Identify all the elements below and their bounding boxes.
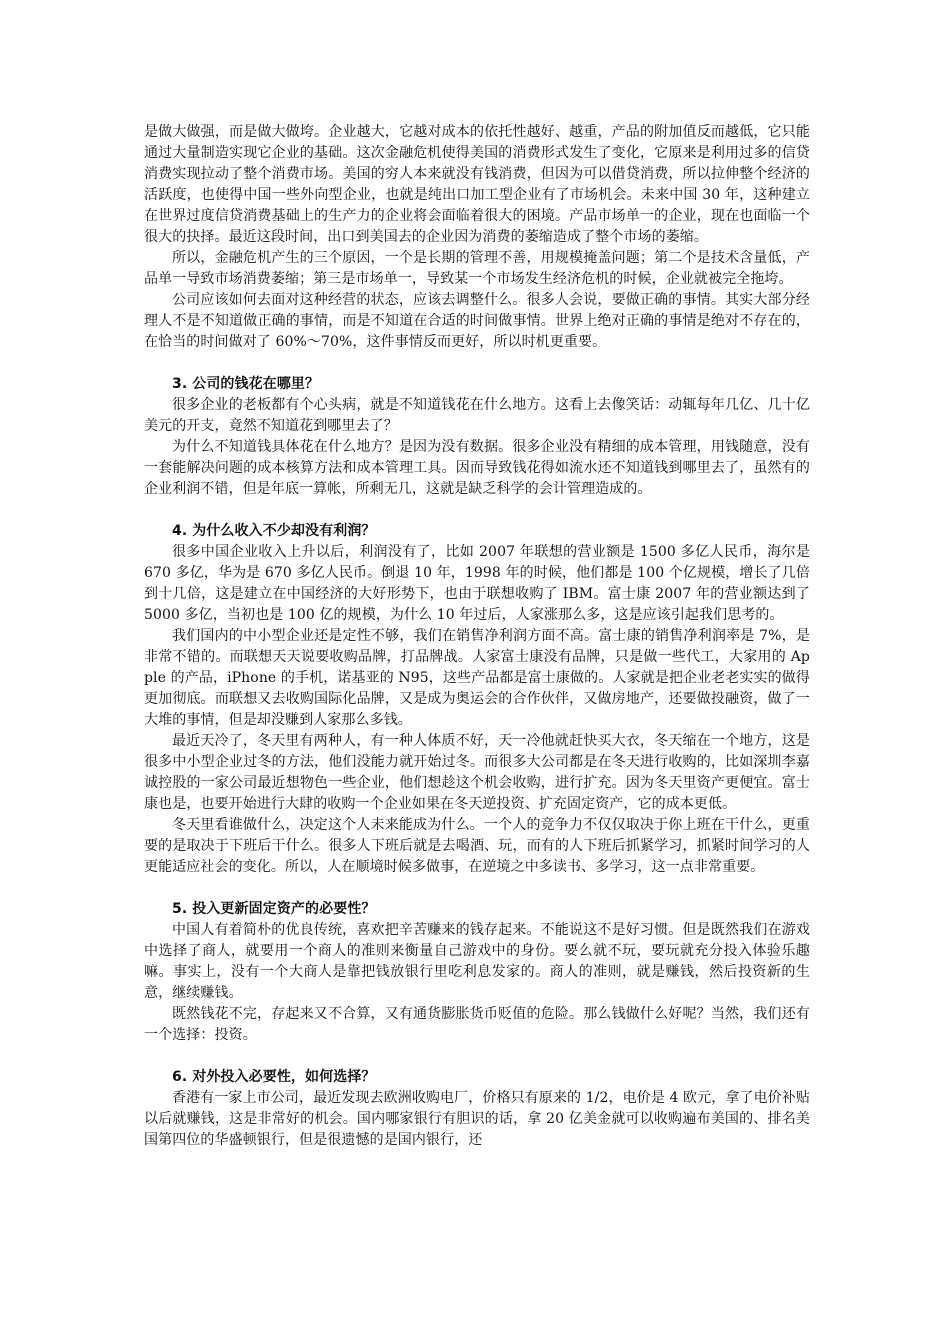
section-heading: 6. 对外投入必要性，如何选择？: [172, 1069, 376, 1085]
section-paragraph: 冬天里看谁做什么，决定这个人未来能成为什么。一个人的竞争力不仅仅取决于你上班在干什么，更重要的是取决于下班后干什么。很多人下班后就是去喝酒、玩，而有的人下班后抓紧学习，抓紧时间学习的人更能适应社会的变化。所以，人在顺境时候多做事，在逆境之中多读书、多学习，这一点非常重要。: [144, 817, 810, 875]
section-paragraph: 我们国内的中小型企业还是定性不够，我们在销售净利润方面不高。富士康的销售净利润率是 7%，是非常不错的。而联想天天说要收购品牌，打品牌战。人家富士康没有品牌，只是做一些代工，大家用的 Apple 的产品，iPhone 的手机，诺基亚的 N95，这些产品都是富士康做的。人家就是把企业老老实实的做得更加彻底。而联想又去收购国际化品牌，又是成为奥运会的合作伙伴，又做房地产，还要做投融资，做了一大堆的事情，但是却没赚到人家那么多钱。: [144, 628, 810, 728]
intro-paragraph: 所以，金融危机产生的三个原因，一个是长期的管理不善，用规模掩盖问题；第二个是技术含量低，产品单一导致市场消费萎缩；第三是市场单一，导致某一个市场发生经济危机的时候，企业就被完全拖垮。: [144, 250, 810, 287]
section-paragraph: 很多企业的老板都有个心头病，就是不知道钱花在什么地方。这看上去像笑话：动辄每年几亿、几十亿美元的开支，竟然不知道花到哪里去了？: [144, 397, 810, 434]
document-body: [144, 122, 810, 1151]
intro-paragraph: 公司应该如何去面对这种经营的状态，应该去调整什么。很多人会说，要做正确的事情。其实大部分经理人不是不知道做正确的事情，而是不知道在合适的时间做事情。世界上绝对正确的事情是绝对不存在的，在恰当的时间做对了 60%～70%，这件事情反而更好，所以时机更重要。: [144, 292, 810, 350]
intro-paragraph: 是做大做强，而是做大做垮。企业越大，它越对成本的依托性越好、越重，产品的附加值反而越低，它只能通过大量制造实现它企业的基础。这次金融危机使得美国的消费形式发生了变化，它原来是利用过多的信贷消费实现拉动了整个消费市场。美国的穷人本来就没有钱消费，但因为可以借贷消费，所以拉伸整个经济的活跃度，也使得中国一些外向型企业，也就是纯出口加工型企业有了市场机会。未来中国 30 年，这种建立在世界过度信贷消费基础上的生产力的企业将会面临着很大的困境。产品市场单一的企业，现在也面临一个很大的抉择。最近这段时间，出口到美国去的企业因为消费的萎缩造成了整个市场的萎缩。: [144, 124, 810, 245]
section-paragraph: 很多中国企业收入上升以后，利润没有了，比如 2007 年联想的营业额是 1500 多亿人民币，海尔是 670 多亿，华为是 670 多亿人民币。倒退 10 年，1998 年的时候，他们都是 100 个亿规模，增长了几倍到十几倍，这是建立在中国经济的大好形势下，也由于联想收购了 IBM。富士康 2007 年的营业额达到了 5000 多亿，当初也是 100 亿的规模，为什么 10 年过后，人家涨那么多，这是应该引起我们思考的。: [144, 544, 810, 623]
section-6: [144, 1067, 810, 1151]
section-4: [144, 521, 810, 878]
section-paragraph: 中国人有着简朴的优良传统，喜欢把辛苦赚来的钱存起来。不能说这不是好习惯。但是既然我们在游戏中选择了商人，就要用一个商人的准则来衡量自己游戏中的身份。要么就不玩，要玩就充分投入体验乐趣嘛。事实上，没有一个大商人是靠把钱放银行里吃利息发家的。商人的准则，就是赚钱，然后投资新的生意，继续赚钱。: [144, 922, 810, 1001]
section-paragraph: 为什么不知道钱具体花在什么地方？是因为没有数据。很多企业没有精细的成本管理，用钱随意，没有一套能解决问题的成本核算方法和成本管理工具。因而导致钱花得如流水还不知道钱到哪里去了，虽然有的企业利润不错，但是年底一算帐，所剩无几，这就是缺乏科学的会计管理造成的。: [144, 439, 810, 497]
section-heading: 4. 为什么收入不少却没有利润？: [172, 523, 376, 539]
section-paragraph: 香港有一家上市公司，最近发现去欧洲收购电厂，价格只有原来的 1/2，电价是 4 欧元，拿了电价补贴以后就赚钱，这是非常好的机会。国内哪家银行有胆识的话，拿 20 亿美金就可以收购遍布美国的、排名美国第四位的华盛顿银行，但是很遗憾的是国内银行，还: [144, 1090, 810, 1148]
section-paragraph: 既然钱花不完，存起来又不合算，又有通货膨胀货币贬值的危险。那么钱做什么好呢？当然，我们还有一个选择：投资。: [144, 1006, 810, 1043]
section-heading: 3. 公司的钱花在哪里？: [172, 376, 320, 392]
section-3: [144, 374, 810, 500]
section-5: [144, 899, 810, 1046]
section-heading: 5. 投入更新固定资产的必要性？: [172, 901, 376, 917]
section-paragraph: 最近天冷了，冬天里有两种人，有一种人体质不好，天一冷他就赶快买大衣，冬天缩在一个地方，这是很多中小型企业过冬的方法，他们没能力就开始过冬。而很多大公司都是在冬天进行收购的，比如深圳李嘉诚控股的一家公司最近想物色一些企业，他们想趁这个机会收购，进行扩充。因为冬天里资产更便宜。富士康也是，也要开始进行大肆的收购一个企业如果在冬天逆投资、扩充固定资产，它的成本更低。: [144, 733, 810, 812]
